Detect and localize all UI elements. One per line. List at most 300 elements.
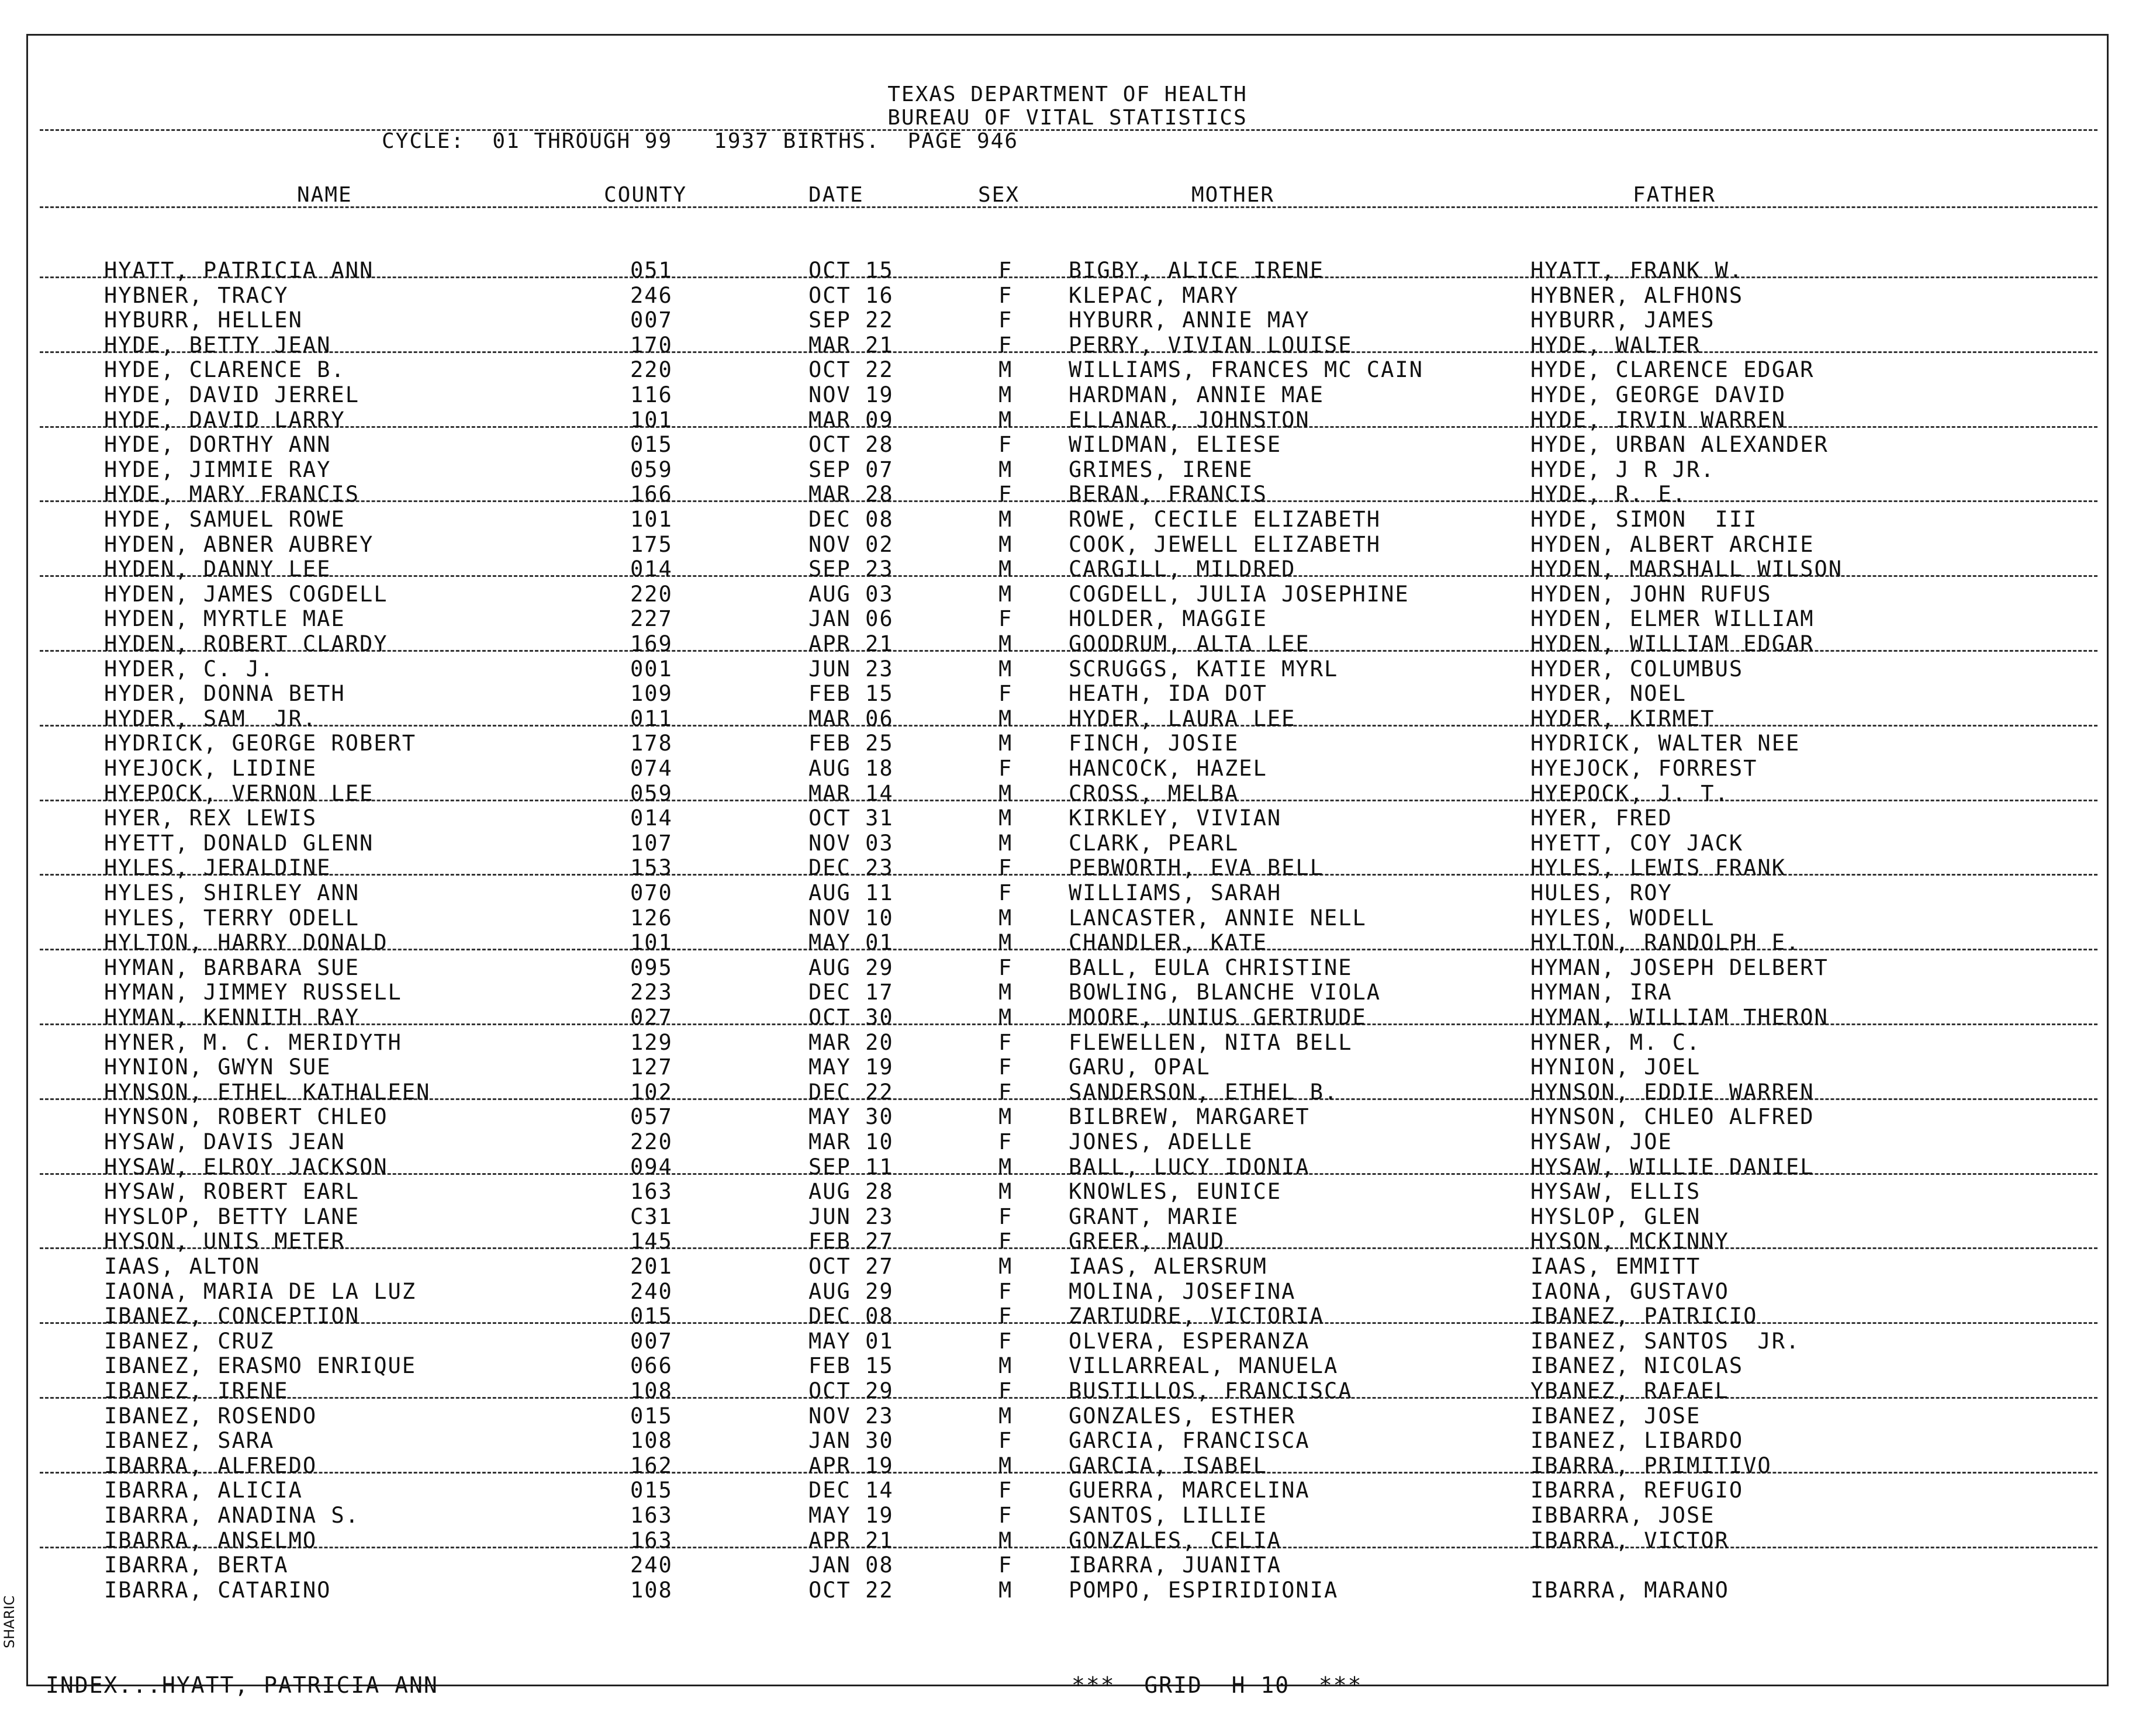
cell-name: IBANEZ, SARA: [104, 1428, 275, 1454]
cell-mother: GREER, MAUD: [1069, 1229, 1225, 1254]
cell-county: 109: [630, 681, 673, 707]
cell-name: HYDE, DORTHY ANN: [104, 432, 331, 458]
cell-sex: F: [998, 681, 1013, 707]
cell-name: HYEPOCK, VERNON LEE: [104, 780, 374, 806]
cell-county: 011: [630, 706, 673, 731]
cell-mother: HARDMAN, ANNIE MAE: [1069, 382, 1324, 407]
cell-date: FEB 15: [808, 681, 894, 707]
cell-father: HYNSON, CHLEO ALFRED: [1530, 1104, 1815, 1130]
cell-county: 108: [630, 1428, 673, 1454]
cell-county: 201: [630, 1254, 673, 1279]
cell-mother: GRANT, MARIE: [1069, 1204, 1239, 1229]
cell-name: IBARRA, CATARINO: [104, 1577, 331, 1603]
cell-mother: MOORE, UNIUS GERTRUDE: [1069, 1005, 1367, 1030]
cell-mother: CHANDLER, KATE: [1069, 930, 1267, 956]
table-row: [28, 681, 2107, 706]
cell-county: 007: [630, 307, 673, 333]
cell-county: 027: [630, 1005, 673, 1030]
cell-name: HYDE, SAMUEL ROWE: [104, 507, 345, 532]
cell-mother: PERRY, VIVIAN LOUISE: [1069, 332, 1353, 358]
table-row: [28, 1279, 2107, 1303]
cell-county: 066: [630, 1353, 673, 1379]
cell-father: IBARRA, VICTOR: [1530, 1527, 1729, 1553]
cell-sex: F: [998, 1378, 1013, 1403]
table-row: [28, 457, 2107, 482]
cell-sex: F: [998, 1278, 1013, 1304]
table-row: [28, 1005, 2107, 1029]
table-row: [28, 606, 2107, 631]
cell-date: AUG 03: [808, 581, 894, 607]
cell-sex: F: [998, 1129, 1013, 1154]
cell-mother: HEATH, IDA DOT: [1069, 681, 1267, 707]
cell-sex: F: [998, 1552, 1013, 1578]
cell-county: 116: [630, 382, 673, 407]
table-row: [28, 930, 2107, 955]
cell-father: HYDEN, WILLIAM EDGAR: [1530, 631, 1815, 656]
cell-name: IBANEZ, CRUZ: [104, 1328, 275, 1354]
cell-mother: GONZALES, ESTHER: [1069, 1403, 1296, 1429]
cell-date: FEB 25: [808, 731, 894, 756]
cell-father: HYDE, CLARENCE EDGAR: [1530, 357, 1815, 383]
cell-father: YBANEZ, RAFAEL: [1530, 1378, 1729, 1403]
cell-county: 129: [630, 1029, 673, 1055]
cell-date: AUG 29: [808, 1278, 894, 1304]
table-row: [28, 1503, 2107, 1527]
table-row: [28, 731, 2107, 755]
cell-sex: M: [998, 556, 1013, 582]
table-row: [28, 482, 2107, 506]
table-row: [28, 631, 2107, 656]
cell-county: 057: [630, 1104, 673, 1130]
divider: [40, 129, 2097, 131]
cell-name: HYER, REX LEWIS: [104, 805, 317, 831]
cell-mother: POMPO, ESPIRIDIONIA: [1069, 1577, 1339, 1603]
cell-father: HYDER, COLUMBUS: [1530, 656, 1744, 682]
cell-father: HYSAW, JOE: [1530, 1129, 1673, 1154]
cell-date: OCT 30: [808, 1005, 894, 1030]
cell-father: HYER, FRED: [1530, 805, 1673, 831]
cell-date: OCT 27: [808, 1254, 894, 1279]
cell-mother: GUERRA, MARCELINA: [1069, 1478, 1310, 1503]
cell-date: MAR 28: [808, 482, 894, 507]
cell-father: HYBNER, ALFHONS: [1530, 282, 1744, 308]
cell-date: MAR 21: [808, 332, 894, 358]
cell-date: MAY 01: [808, 930, 894, 956]
cell-name: HYDER, C. J.: [104, 656, 275, 682]
cell-date: NOV 02: [808, 531, 894, 557]
cell-sex: F: [998, 332, 1013, 358]
cell-mother: WILDMAN, ELIESE: [1069, 432, 1282, 458]
cell-date: MAY 19: [808, 1503, 894, 1528]
cell-mother: BERAN, FRANCIS: [1069, 482, 1267, 507]
cell-date: DEC 14: [808, 1478, 894, 1503]
table-row: [28, 407, 2107, 432]
cell-name: IBANEZ, CONCEPTION: [104, 1303, 360, 1329]
cell-date: SEP 22: [808, 307, 894, 333]
cell-county: 059: [630, 457, 673, 482]
cell-mother: ROWE, CECILE ELIZABETH: [1069, 507, 1381, 532]
cell-name: HYLES, SHIRLEY ANN: [104, 880, 360, 905]
cell-sex: M: [998, 507, 1013, 532]
table-row: [28, 1154, 2107, 1179]
cell-father: HYBURR, JAMES: [1530, 307, 1715, 333]
cell-mother: BUSTILLOS, FRANCISCA: [1069, 1378, 1353, 1403]
cell-father: HYDE, SIMON III: [1530, 507, 1758, 532]
cell-date: OCT 29: [808, 1378, 894, 1403]
cell-name: HYDE, BETTY JEAN: [104, 332, 331, 358]
cell-father: IBANEZ, JOSE: [1530, 1403, 1701, 1429]
cell-father: IAAS, EMMITT: [1530, 1254, 1701, 1279]
cell-date: AUG 18: [808, 756, 894, 781]
cell-county: 163: [630, 1527, 673, 1553]
cell-mother: SCRUGGS, KATIE MYRL: [1069, 656, 1339, 682]
cell-mother: KIRKLEY, VIVIAN: [1069, 805, 1282, 831]
cell-father: IAONA, GUSTAVO: [1530, 1278, 1729, 1304]
cell-county: 175: [630, 531, 673, 557]
cell-date: OCT 15: [808, 258, 894, 283]
cell-name: HYDEN, ROBERT CLARDY: [104, 631, 388, 656]
cell-name: HYNSON, ETHEL KATHALEEN: [104, 1079, 431, 1105]
cell-sex: F: [998, 756, 1013, 781]
cell-date: SEP 11: [808, 1154, 894, 1180]
table-row: [28, 706, 2107, 731]
cell-sex: M: [998, 780, 1013, 806]
cell-father: HYNSON, EDDIE WARREN: [1530, 1079, 1815, 1105]
col-header-mother: MOTHER: [1191, 183, 1275, 207]
cell-date: JAN 06: [808, 606, 894, 632]
cell-father: IBANEZ, LIBARDO: [1530, 1428, 1744, 1454]
cell-date: DEC 23: [808, 855, 894, 881]
cell-mother: BALL, EULA CHRISTINE: [1069, 955, 1353, 980]
cell-mother: GOODRUM, ALTA LEE: [1069, 631, 1310, 656]
cell-county: 163: [630, 1503, 673, 1528]
cell-father: HYETT, COY JACK: [1530, 830, 1744, 856]
cell-sex: F: [998, 1204, 1013, 1229]
table-row: [28, 1179, 2107, 1204]
cell-father: HYDE, WALTER: [1530, 332, 1701, 358]
cell-sex: M: [998, 706, 1013, 731]
table-row: [28, 1428, 2107, 1453]
cell-date: OCT 16: [808, 282, 894, 308]
cell-name: HYNER, M. C. MERIDYTH: [104, 1029, 402, 1055]
col-header-father: FATHER: [1633, 183, 1716, 207]
cell-sex: F: [998, 1054, 1013, 1080]
cell-sex: F: [998, 1079, 1013, 1105]
cell-name: HYDEN, MYRTLE MAE: [104, 606, 345, 632]
cell-mother: SANDERSON, ETHEL B.: [1069, 1079, 1339, 1105]
cell-sex: M: [998, 1527, 1013, 1553]
cell-name: IBARRA, ALFREDO: [104, 1453, 317, 1478]
cell-name: HYBURR, HELLEN: [104, 307, 303, 333]
cell-sex: M: [998, 830, 1013, 856]
table-row: [28, 1578, 2107, 1602]
cell-sex: F: [998, 482, 1013, 507]
cell-sex: M: [998, 656, 1013, 682]
cell-county: 220: [630, 1129, 673, 1154]
cell-date: MAY 01: [808, 1328, 894, 1354]
divider: [40, 206, 2097, 208]
table-row: [28, 1329, 2107, 1353]
cell-county: 178: [630, 731, 673, 756]
cell-date: OCT 22: [808, 1577, 894, 1603]
cell-county: 170: [630, 332, 673, 358]
cell-father: HYSLOP, GLEN: [1530, 1204, 1701, 1229]
cell-date: MAR 06: [808, 706, 894, 731]
cell-father: HYLES, LEWIS FRANK: [1530, 855, 1786, 881]
cell-sex: M: [998, 1403, 1013, 1429]
cell-father: IBANEZ, PATRICIO: [1530, 1303, 1758, 1329]
cell-father: HYDER, NOEL: [1530, 681, 1687, 707]
cell-name: IBANEZ, ROSENDO: [104, 1403, 317, 1429]
cell-mother: LANCASTER, ANNIE NELL: [1069, 905, 1367, 931]
cell-mother: HOLDER, MAGGIE: [1069, 606, 1267, 632]
department-title: TEXAS DEPARTMENT OF HEALTH: [887, 82, 1248, 106]
table-row: [28, 1552, 2107, 1577]
cell-mother: IAAS, ALERSRUM: [1069, 1254, 1267, 1279]
cell-county: 240: [630, 1278, 673, 1304]
cell-county: 101: [630, 507, 673, 532]
cell-county: 220: [630, 581, 673, 607]
col-header-name: NAME: [297, 183, 353, 207]
cell-father: HYLES, WODELL: [1530, 905, 1715, 931]
cell-date: MAR 09: [808, 407, 894, 433]
cell-sex: F: [998, 855, 1013, 881]
cell-sex: M: [998, 905, 1013, 931]
cell-father: IBARRA, PRIMITIVO: [1530, 1453, 1772, 1478]
cell-mother: GARCIA, FRANCISCA: [1069, 1428, 1310, 1454]
cell-sex: M: [998, 980, 1013, 1005]
cell-date: OCT 22: [808, 357, 894, 383]
cell-date: NOV 19: [808, 382, 894, 407]
cell-sex: F: [998, 432, 1013, 458]
table-row: [28, 432, 2107, 457]
cell-date: APR 21: [808, 1527, 894, 1553]
cell-county: 108: [630, 1378, 673, 1403]
cell-mother: GRIMES, IRENE: [1069, 457, 1253, 482]
cell-county: 014: [630, 556, 673, 582]
cell-date: NOV 10: [808, 905, 894, 931]
cell-sex: F: [998, 1029, 1013, 1055]
cell-mother: HYDER, LAURA LEE: [1069, 706, 1296, 731]
cell-county: 015: [630, 1303, 673, 1329]
cell-county: 169: [630, 631, 673, 656]
cell-mother: JONES, ADELLE: [1069, 1129, 1253, 1154]
cell-mother: PEBWORTH, EVA BELL: [1069, 855, 1324, 881]
cell-mother: FLEWELLEN, NITA BELL: [1069, 1029, 1353, 1055]
cell-name: HYDE, DAVID LARRY: [104, 407, 345, 433]
cell-county: 070: [630, 880, 673, 905]
cell-date: FEB 15: [808, 1353, 894, 1379]
cell-date: MAR 14: [808, 780, 894, 806]
cell-name: HYETT, DONALD GLENN: [104, 830, 374, 856]
cell-father: HYDEN, ELMER WILLIAM: [1530, 606, 1815, 632]
cell-sex: M: [998, 731, 1013, 756]
table-row: [28, 880, 2107, 905]
cell-name: IBARRA, ALICIA: [104, 1478, 303, 1503]
cell-mother: ZARTUDRE, VICTORIA: [1069, 1303, 1324, 1329]
cell-sex: F: [998, 880, 1013, 905]
cell-father: IBBARRA, JOSE: [1530, 1503, 1715, 1528]
cell-county: C31: [630, 1204, 673, 1229]
cell-father: HYDE, IRVIN WARREN: [1530, 407, 1786, 433]
cell-sex: M: [998, 805, 1013, 831]
cell-name: HYDE, DAVID JERREL: [104, 382, 360, 407]
cell-date: AUG 28: [808, 1179, 894, 1205]
table-row: [28, 382, 2107, 407]
table-row: [28, 1229, 2107, 1253]
cell-date: NOV 03: [808, 830, 894, 856]
cell-name: HYSAW, ROBERT EARL: [104, 1179, 360, 1205]
cell-mother: CROSS, MELBA: [1069, 780, 1239, 806]
cell-county: 246: [630, 282, 673, 308]
cell-name: HYDER, DONNA BETH: [104, 681, 345, 707]
cell-date: MAR 20: [808, 1029, 894, 1055]
table-row: [28, 1129, 2107, 1154]
col-header-date: DATE: [808, 183, 864, 207]
table-row: [28, 333, 2107, 357]
cell-name: HYBNER, TRACY: [104, 282, 289, 308]
cycle-line: CYCLE: 01 THROUGH 99 1937 BIRTHS. PAGE 946: [382, 129, 1018, 153]
cell-county: 101: [630, 407, 673, 433]
cell-sex: M: [998, 1179, 1013, 1205]
cell-sex: M: [998, 1353, 1013, 1379]
table-row: [28, 781, 2107, 805]
cell-name: HYATT, PATRICIA ANN: [104, 258, 374, 283]
cell-county: 162: [630, 1453, 673, 1478]
cell-father: HYLTON, RANDOLPH E.: [1530, 930, 1801, 956]
cell-name: IBARRA, ANADINA S.: [104, 1503, 360, 1528]
cell-name: HYNION, GWYN SUE: [104, 1054, 331, 1080]
cell-mother: KNOWLES, EUNICE: [1069, 1179, 1282, 1205]
cell-date: DEC 22: [808, 1079, 894, 1105]
table-row: [28, 905, 2107, 930]
cell-sex: F: [998, 1478, 1013, 1503]
cell-father: HYSAW, ELLIS: [1530, 1179, 1701, 1205]
cell-sex: F: [998, 1503, 1013, 1528]
cell-date: SEP 23: [808, 556, 894, 582]
cell-mother: VILLARREAL, MANUELA: [1069, 1353, 1339, 1379]
cell-county: 223: [630, 980, 673, 1005]
cell-sex: F: [998, 955, 1013, 980]
cell-name: HYDE, CLARENCE B.: [104, 357, 345, 383]
table-row: [28, 1104, 2107, 1129]
table-row: [28, 307, 2107, 332]
cell-mother: OLVERA, ESPERANZA: [1069, 1328, 1310, 1354]
cell-name: HYSAW, ELROY JACKSON: [104, 1154, 388, 1180]
table-row: [28, 1054, 2107, 1079]
table-row: [28, 1478, 2107, 1502]
cell-father: HYMAN, IRA: [1530, 980, 1673, 1005]
cell-father: HYDER, KIRMET: [1530, 706, 1715, 731]
table-row: [28, 756, 2107, 780]
cell-mother: ELLANAR, JOHNSTON: [1069, 407, 1310, 433]
cell-father: IBANEZ, SANTOS JR.: [1530, 1328, 1801, 1354]
side-label: SHARIC: [1, 1595, 18, 1648]
table-row: [28, 357, 2107, 382]
table-row: [28, 1204, 2107, 1229]
cell-sex: F: [998, 282, 1013, 308]
cell-sex: M: [998, 930, 1013, 956]
cell-date: SEP 07: [808, 457, 894, 482]
cell-father: HYATT, FRANK W.: [1530, 258, 1744, 283]
table-row: [28, 1528, 2107, 1552]
cell-county: 227: [630, 606, 673, 632]
table-row: [28, 955, 2107, 980]
table-row: [28, 980, 2107, 1004]
cell-name: HYMAN, KENNITH RAY: [104, 1005, 360, 1030]
cell-name: HYMAN, JIMMEY RUSSELL: [104, 980, 402, 1005]
cell-sex: M: [998, 1104, 1013, 1130]
cell-mother: MOLINA, JOSEFINA: [1069, 1278, 1296, 1304]
cell-sex: F: [998, 1428, 1013, 1454]
cell-mother: WILLIAMS, FRANCES MC CAIN: [1069, 357, 1423, 383]
cell-name: HYDEN, ABNER AUBREY: [104, 531, 374, 557]
table-row: [28, 556, 2107, 581]
cell-name: HYSON, UNIS METER: [104, 1229, 345, 1254]
cell-county: 007: [630, 1328, 673, 1354]
cell-date: JAN 08: [808, 1552, 894, 1578]
col-header-county: COUNTY: [604, 183, 687, 207]
col-header-sex: SEX: [978, 183, 1020, 207]
cell-mother: HYBURR, ANNIE MAY: [1069, 307, 1310, 333]
cell-sex: M: [998, 1005, 1013, 1030]
cell-county: 015: [630, 1478, 673, 1503]
cell-name: HYDER, SAM JR.: [104, 706, 317, 731]
bureau-title: BUREAU OF VITAL STATISTICS: [887, 106, 1248, 130]
cell-sex: F: [998, 1229, 1013, 1254]
cell-county: 051: [630, 258, 673, 283]
cell-mother: IBARRA, JUANITA: [1069, 1552, 1282, 1578]
cell-date: AUG 11: [808, 880, 894, 905]
cell-date: JUN 23: [808, 1204, 894, 1229]
table-row: [28, 656, 2107, 681]
cell-name: HYDRICK, GEORGE ROBERT: [104, 731, 417, 756]
cell-date: APR 21: [808, 631, 894, 656]
cell-county: 107: [630, 830, 673, 856]
cell-sex: M: [998, 457, 1013, 482]
cell-county: 108: [630, 1577, 673, 1603]
table-row: [28, 1353, 2107, 1378]
cell-date: DEC 08: [808, 507, 894, 532]
cell-father: HYMAN, WILLIAM THERON: [1530, 1005, 1829, 1030]
cell-sex: M: [998, 357, 1013, 383]
table-row: [28, 1303, 2107, 1328]
cell-sex: M: [998, 407, 1013, 433]
cell-mother: BALL, LUCY IDONIA: [1069, 1154, 1310, 1180]
cell-name: IBANEZ, IRENE: [104, 1378, 289, 1403]
cell-name: HYLES, JERALDINE: [104, 855, 331, 881]
cell-name: HYDE, MARY FRANCIS: [104, 482, 360, 507]
cell-sex: F: [998, 1303, 1013, 1329]
cell-sex: M: [998, 531, 1013, 557]
cell-name: HYSLOP, BETTY LANE: [104, 1204, 360, 1229]
cell-name: IBARRA, BERTA: [104, 1552, 289, 1578]
cell-date: MAY 19: [808, 1054, 894, 1080]
cell-father: HYSON, MCKINNY: [1530, 1229, 1729, 1254]
cell-date: DEC 08: [808, 1303, 894, 1329]
cell-mother: COOK, JEWELL ELIZABETH: [1069, 531, 1381, 557]
cell-father: HYNION, JOEL: [1530, 1054, 1701, 1080]
cell-father: HYNER, M. C.: [1530, 1029, 1701, 1055]
cell-county: 166: [630, 482, 673, 507]
table-row: [28, 1030, 2107, 1054]
cell-sex: M: [998, 382, 1013, 407]
cell-father: HYSAW, WILLIE DANIEL: [1530, 1154, 1815, 1180]
cell-father: IBANEZ, NICOLAS: [1530, 1353, 1744, 1379]
table-row: [28, 1453, 2107, 1478]
cell-mother: CARGILL, MILDRED: [1069, 556, 1296, 582]
cell-county: 145: [630, 1229, 673, 1254]
